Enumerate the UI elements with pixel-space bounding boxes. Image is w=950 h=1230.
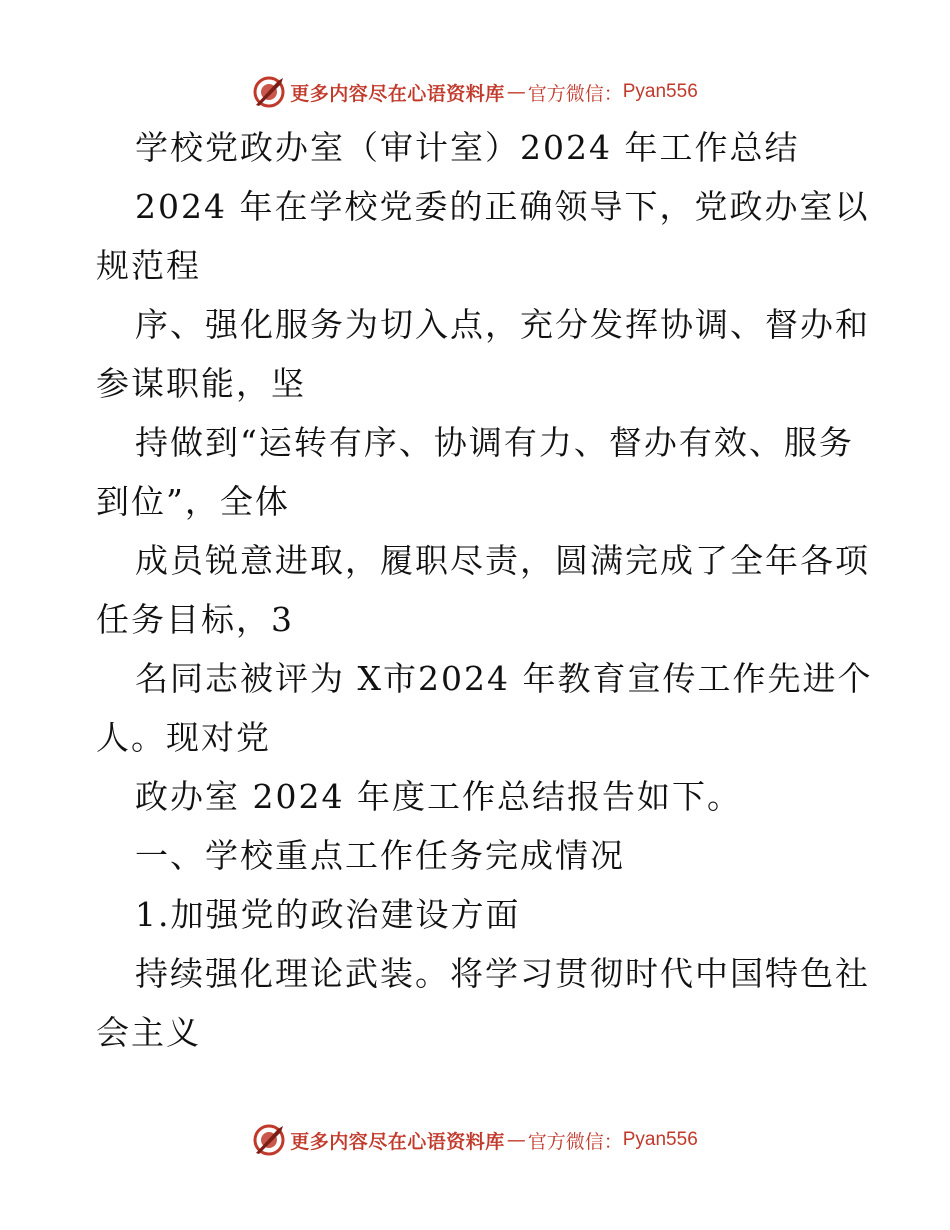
paragraph-line: 规范程	[96, 246, 201, 285]
paragraph-line: 任务目标，3	[96, 600, 294, 639]
paragraph-line: 序、强化服务为切入点，充分发挥协调、督办和	[135, 305, 870, 344]
paragraph-line: 2024 年在学校党委的正确领导下，党政办室以	[135, 187, 870, 226]
watermark-wechat-id: Pyan556	[622, 1129, 698, 1150]
section-heading: 一、学校重点工作任务完成情况	[135, 836, 625, 875]
watermark-main-text: 更多内容尽在心语资料库	[290, 82, 505, 105]
paragraph-line: 持做到“运转有序、协调有力、督办有效、服务	[135, 423, 854, 462]
paragraph-line: 政办室 2024 年度工作总结报告如下。	[135, 777, 742, 816]
paragraph-line: 到位”，全体	[96, 482, 290, 521]
subsection-heading: 1.加强党的政治建设方面	[135, 895, 521, 934]
paragraph-line: 名同志被评为 X市2024 年教育宣传工作先进个	[135, 659, 873, 698]
document-title: 学校党政办室（审计室）2024 年工作总结	[135, 128, 800, 167]
watermark-wechat-label: 官方微信：	[527, 82, 623, 105]
footer-watermark	[0, 1120, 950, 1160]
paragraph-line: 人。现对党	[96, 718, 271, 757]
quill-pen-logo-icon	[252, 1123, 286, 1157]
quill-pen-logo-icon	[252, 75, 286, 109]
paragraph-line: 持续强化理论武装。将学习贯彻时代中国特色社	[135, 954, 870, 993]
header-watermark	[0, 72, 950, 112]
paragraph-line: 会主义	[96, 1013, 201, 1052]
watermark-dash: —	[506, 1129, 526, 1151]
document-body	[96, 118, 873, 1062]
paragraph-line: 成员锐意进取，履职尽责，圆满完成了全年各项	[135, 541, 870, 580]
paragraph-line: 参谋职能，坚	[96, 364, 306, 403]
watermark-main-text: 更多内容尽在心语资料库	[290, 1130, 505, 1153]
watermark-wechat-id: Pyan556	[622, 81, 698, 102]
watermark-wechat-label: 官方微信：	[527, 1130, 623, 1153]
watermark-dash: —	[506, 81, 526, 103]
